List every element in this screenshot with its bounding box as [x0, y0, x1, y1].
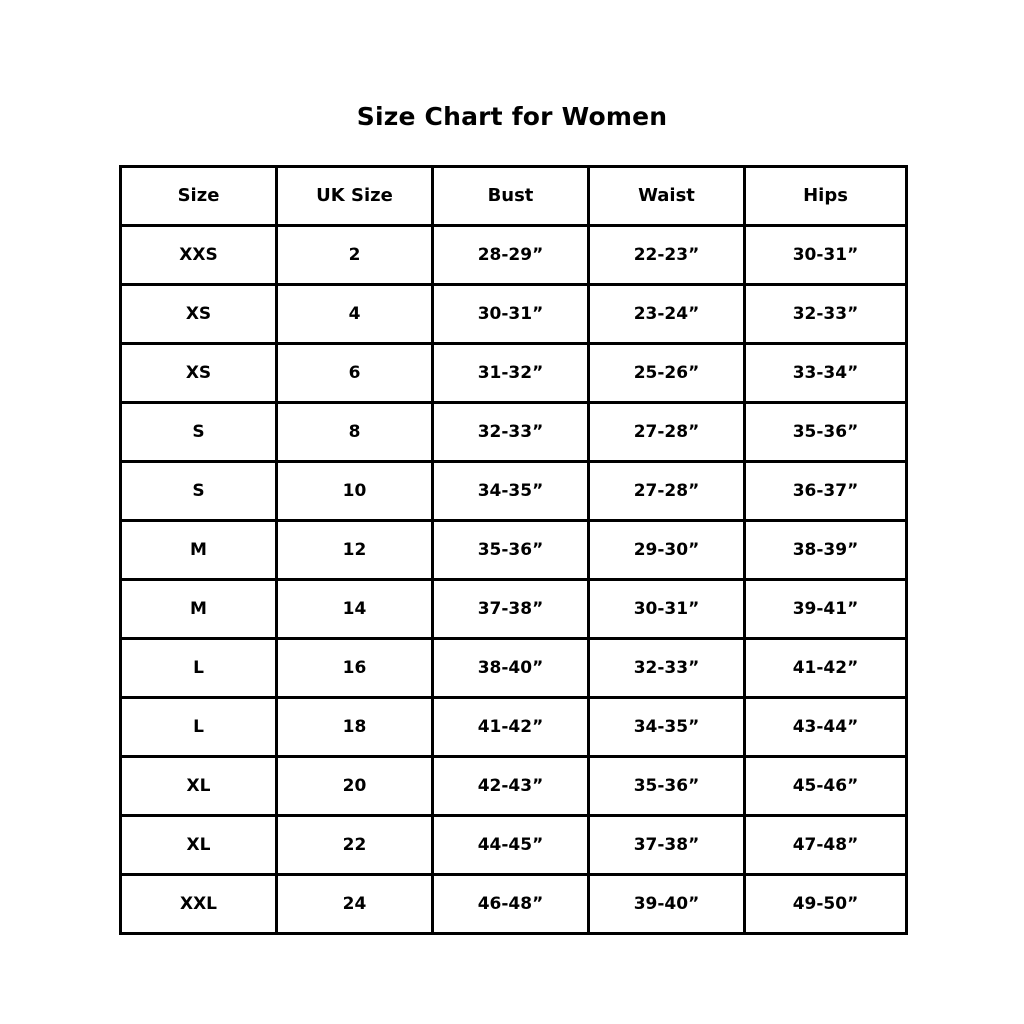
size-chart-table	[119, 165, 908, 935]
cell-hips: 36-37”	[745, 462, 907, 521]
cell-hips: 47-48”	[745, 816, 907, 875]
cell-size: S	[121, 462, 277, 521]
cell-hips: 30-31”	[745, 226, 907, 285]
cell-hips: 32-33”	[745, 285, 907, 344]
cell-bust: 34-35”	[433, 462, 589, 521]
cell-waist: 23-24”	[589, 285, 745, 344]
cell-hips: 43-44”	[745, 698, 907, 757]
column-header-hips: Hips	[745, 167, 907, 226]
cell-waist: 27-28”	[589, 462, 745, 521]
cell-hips: 41-42”	[745, 639, 907, 698]
table-header	[121, 167, 907, 226]
cell-bust: 37-38”	[433, 580, 589, 639]
size-chart-table-wrapper	[119, 165, 905, 935]
cell-waist: 34-35”	[589, 698, 745, 757]
table-row	[121, 639, 907, 698]
cell-waist: 37-38”	[589, 816, 745, 875]
column-header-bust: Bust	[433, 167, 589, 226]
cell-bust: 30-31”	[433, 285, 589, 344]
cell-waist: 32-33”	[589, 639, 745, 698]
cell-bust: 41-42”	[433, 698, 589, 757]
cell-bust: 46-48”	[433, 875, 589, 934]
cell-waist: 27-28”	[589, 403, 745, 462]
table-body	[121, 226, 907, 934]
table-row	[121, 698, 907, 757]
table-row	[121, 226, 907, 285]
cell-uk-size: 6	[277, 344, 433, 403]
cell-uk-size: 18	[277, 698, 433, 757]
column-header-waist: Waist	[589, 167, 745, 226]
column-header-size: Size	[121, 167, 277, 226]
cell-uk-size: 8	[277, 403, 433, 462]
cell-uk-size: 20	[277, 757, 433, 816]
cell-hips: 33-34”	[745, 344, 907, 403]
cell-hips: 45-46”	[745, 757, 907, 816]
cell-size: XL	[121, 816, 277, 875]
table-row	[121, 403, 907, 462]
cell-waist: 35-36”	[589, 757, 745, 816]
cell-size: M	[121, 580, 277, 639]
cell-hips: 39-41”	[745, 580, 907, 639]
cell-hips: 49-50”	[745, 875, 907, 934]
cell-bust: 31-32”	[433, 344, 589, 403]
cell-bust: 32-33”	[433, 403, 589, 462]
cell-uk-size: 14	[277, 580, 433, 639]
cell-bust: 42-43”	[433, 757, 589, 816]
cell-uk-size: 24	[277, 875, 433, 934]
cell-size: XXL	[121, 875, 277, 934]
cell-uk-size: 16	[277, 639, 433, 698]
cell-uk-size: 22	[277, 816, 433, 875]
cell-uk-size: 10	[277, 462, 433, 521]
cell-size: XS	[121, 285, 277, 344]
cell-uk-size: 2	[277, 226, 433, 285]
table-row	[121, 580, 907, 639]
cell-uk-size: 12	[277, 521, 433, 580]
page-title: Size Chart for Women	[356, 102, 668, 131]
cell-waist: 25-26”	[589, 344, 745, 403]
column-header-uk-size: UK Size	[277, 167, 433, 226]
table-row	[121, 875, 907, 934]
cell-bust: 38-40”	[433, 639, 589, 698]
cell-waist: 29-30”	[589, 521, 745, 580]
cell-uk-size: 4	[277, 285, 433, 344]
cell-size: L	[121, 639, 277, 698]
cell-size: XXS	[121, 226, 277, 285]
cell-waist: 39-40”	[589, 875, 745, 934]
cell-waist: 30-31”	[589, 580, 745, 639]
cell-size: L	[121, 698, 277, 757]
table-row	[121, 462, 907, 521]
cell-waist: 22-23”	[589, 226, 745, 285]
cell-hips: 35-36”	[745, 403, 907, 462]
cell-size: XL	[121, 757, 277, 816]
table-row	[121, 344, 907, 403]
cell-bust: 35-36”	[433, 521, 589, 580]
cell-bust: 28-29”	[433, 226, 589, 285]
table-row	[121, 816, 907, 875]
cell-size: S	[121, 403, 277, 462]
cell-size: XS	[121, 344, 277, 403]
cell-hips: 38-39”	[745, 521, 907, 580]
table-header-row	[121, 167, 907, 226]
table-row	[121, 757, 907, 816]
table-row	[121, 285, 907, 344]
table-row	[121, 521, 907, 580]
cell-bust: 44-45”	[433, 816, 589, 875]
cell-size: M	[121, 521, 277, 580]
